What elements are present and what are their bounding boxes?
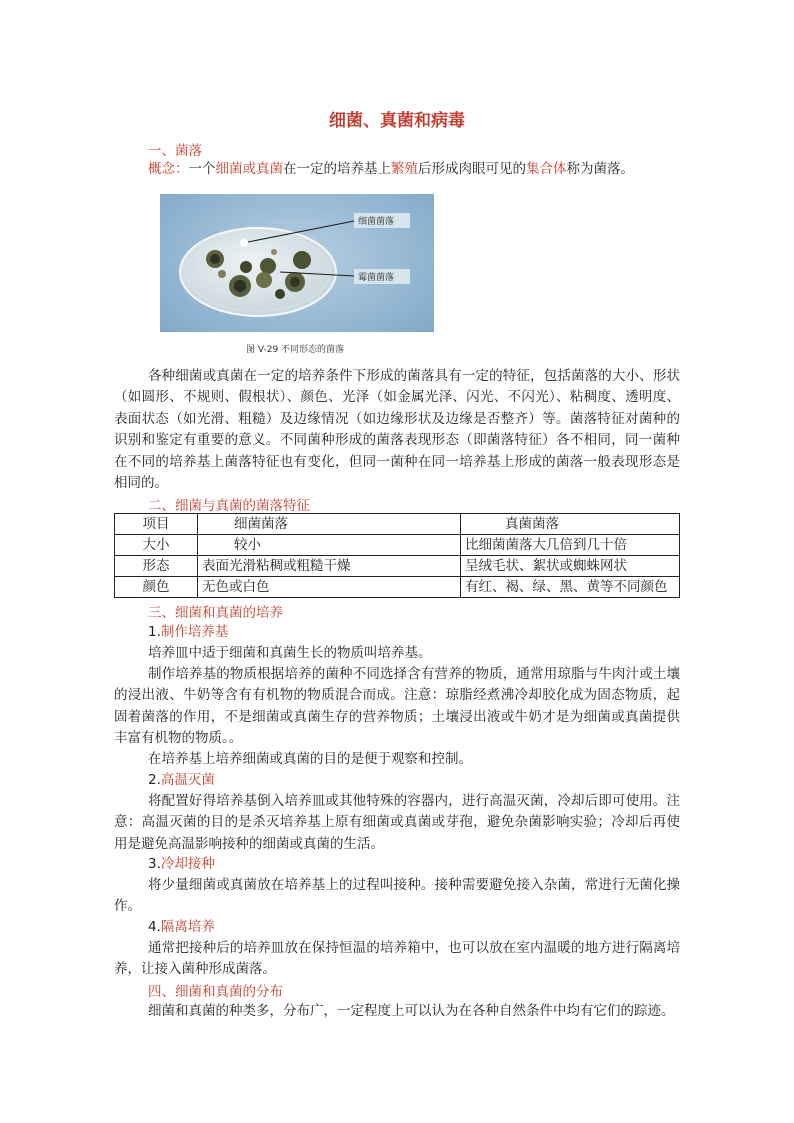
page-title: 细菌、真菌和病毒	[329, 111, 465, 131]
sub-title: 高温灭菌	[160, 772, 215, 788]
inoculation-text: 将少量细菌或真菌放在培养基上的过程叫接种。接种需要避免接入杂菌，常进行无菌化操作。	[114, 877, 680, 915]
table-header-row	[115, 514, 680, 535]
medium-preparation: 制作培养基的物质根据培养的菌种不同选择含有营养的物质，通常用琼脂与牛肉汁或土壤的浸出液、牛奶等含有有机物的物质混合而成。注意：琼脂经煮沸冷却胶化成为固态物质，起固着菌落的作用，不是细菌或真菌生存的营养物质；土壤浸出液或牛奶才是为细菌或真菌提供丰富有机物的物质。。	[114, 666, 680, 747]
section-heading-distribution: 四、细菌和真菌的分布	[148, 984, 283, 1000]
colony-description: 各种细菌或真菌在一定的培养条件下形成的菌落具有一定的特征，包括菌落的大小、形状（如圆形、不规则、假根状）、颜色、光泽（如金属光泽、闪光、不闪光）、粘稠度、透明度、表面状态（如光滑、粗糙）及边缘情况（如边缘形状及边缘是否整齐）等。菌落特征对菌种的识别和鉴定有重要的意义。不同菌种形成的菌落表现形态（即菌落特征）各不相同，同一菌种在不同的培养基上菌落特征也有变化，但同一菌种在同一培养基上形成的菌落一般表现形态是相同的。	[114, 368, 680, 492]
isolation-text: 通常把接种后的培养皿放在保持恒温的培养箱中，也可以放在室内温暖的地方进行隔离培养，让接入菌种形成菌落。	[114, 940, 680, 978]
table-cell: 无色或白色	[198, 577, 461, 598]
colony-figure	[160, 194, 434, 356]
table-cell: 有红、褐、绿、黑、黄等不同颜色	[461, 577, 680, 598]
sub-number: 2.	[148, 772, 161, 788]
medium-purpose: 在培养基上培养细菌或真菌的目的是便于观察和控制。	[148, 751, 472, 767]
distribution-text: 细菌和真菌的种类多，分布广，一定程度上可以认为在各种自然条件中均有它们的踪迹。	[148, 1003, 675, 1019]
table-header: 细菌菌落	[198, 514, 461, 535]
table-cell: 表面光滑粘稠或粗糙干燥	[198, 556, 461, 577]
sterilization-text: 将配置好得培养基倒入培养皿或其他特殊的容器内，进行高温灭菌，冷却后即可使用。注意：高温灭菌的目的是杀灭培养基上原有细菌或真菌或芽孢，避免杂菌影响实验；冷却后再使用是避免高温影响接种的细菌或真菌的生活。	[114, 793, 680, 852]
concept-highlight: 繁殖	[391, 161, 418, 177]
section-heading-features: 二、细菌与真菌的菌落特征	[148, 498, 310, 514]
figure-caption: 图 V-29 不同形态的菌落	[246, 345, 345, 355]
subheading-medium	[148, 622, 228, 643]
concept-highlight: 集合体	[526, 161, 567, 177]
subheading-isolation	[148, 917, 215, 938]
sub-title: 冷却接种	[160, 856, 215, 872]
subheading-sterilization	[148, 770, 215, 791]
concept-highlight: 细菌或真菌	[215, 161, 283, 177]
label-mold-colony: 霉菌菌落	[358, 273, 395, 283]
sub-title: 隔离培养	[160, 919, 215, 935]
table-cell: 较小	[198, 535, 461, 556]
sub-number: 1.	[148, 624, 161, 640]
table-row	[115, 577, 680, 598]
subheading-inoculation	[148, 854, 215, 875]
concept-part: 后形成肉眼可见的	[418, 161, 526, 177]
table-row	[115, 556, 680, 577]
table-cell: 形态	[115, 556, 198, 577]
table-header: 真菌菌落	[461, 514, 680, 535]
table-row	[115, 535, 680, 556]
table-header: 项目	[115, 514, 198, 535]
table-cell: 比细菌菌落大几倍到几十倍	[461, 535, 680, 556]
table-cell: 呈绒毛状、絮状或蜘蛛网状	[461, 556, 680, 577]
section-heading-colony: 一、菌落	[148, 143, 202, 159]
bacteria-colony	[240, 239, 248, 247]
concept-label: 概念：	[148, 161, 189, 177]
concept-part: 在一定的培养基上	[283, 161, 391, 177]
petri-dish-illustration	[160, 194, 434, 356]
colony-features-table	[114, 513, 680, 598]
section-heading-culture: 三、细菌和真菌的培养	[148, 605, 283, 621]
sub-title: 制作培养基	[160, 624, 229, 640]
concept-part: 称为菌落。	[566, 161, 634, 177]
concept-part: 一个	[188, 161, 216, 177]
sub-number: 3.	[148, 856, 161, 872]
table-cell: 颜色	[115, 577, 198, 598]
concept-line	[148, 159, 634, 180]
sub-number: 4.	[148, 919, 161, 935]
label-bacteria-colony: 细菌菌落	[358, 217, 395, 227]
table-cell: 大小	[115, 535, 198, 556]
medium-definition: 培养皿中适于细菌和真菌生长的物质叫培养基。	[148, 645, 432, 661]
